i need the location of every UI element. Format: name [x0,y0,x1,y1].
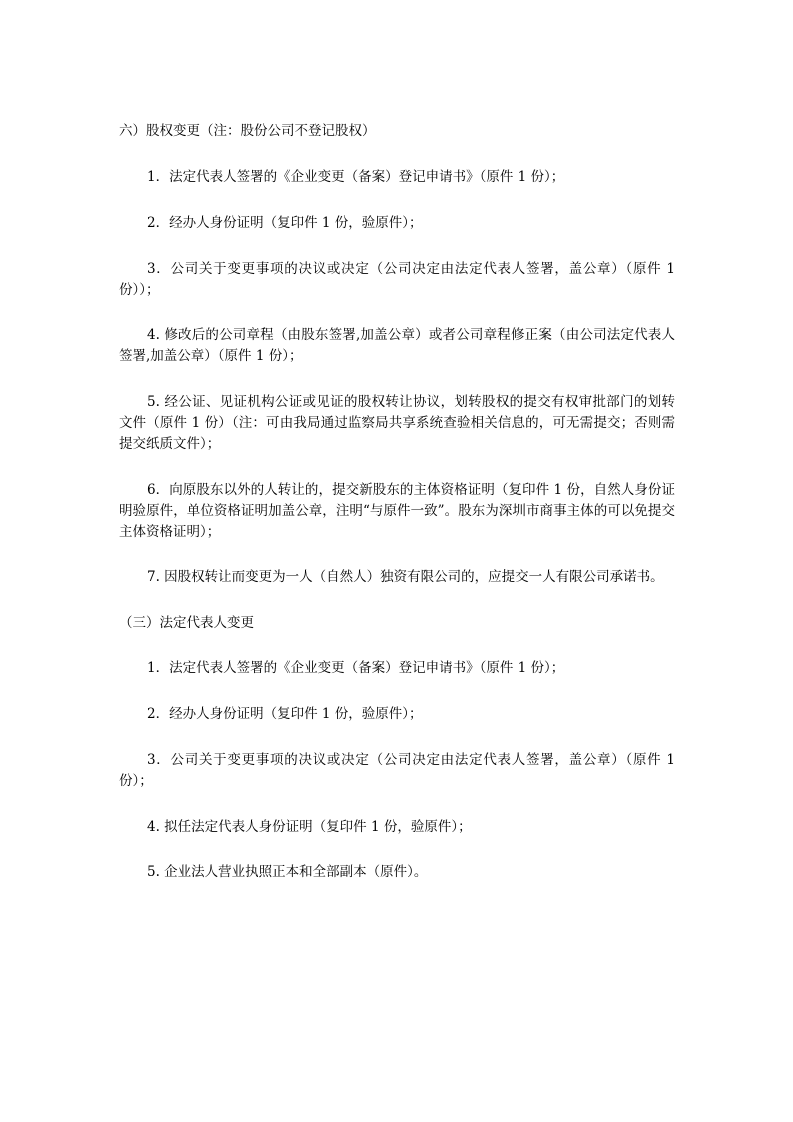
equity-item-5: 5. 经公证、见证机构公证或见证的股权转让协议，划转股权的提交有权审批部门的划转文件（原件 1 份）（注：可由我局通过监察局共享系统查验相关信息的，可无需提交；否则需提交纸质文件）； [119,394,675,452]
section-heading-equity-change: 六）股权变更（注：股份公司不登记股权） [119,123,376,139]
section-heading-legal-rep-change: （三）法定代表人变更 [119,615,254,631]
equity-item-3: 3．公司关于变更事项的决议或决定（公司决定由法定代表人签署，盖公章）（原件 1 份））； [119,261,675,298]
legal-rep-item-4: 4. 拟任法定代表人身份证明（复印件 1 份，验原件）； [147,819,472,835]
equity-item-2: 2．经办人身份证明（复印件 1 份，验原件）； [147,215,423,231]
equity-item-7: 7. 因股权转让而变更为一人（自然人）独资有限公司的，应提交一人有限公司承诺书。 [147,569,664,585]
equity-item-4: 4. 修改后的公司章程（由股东签署,加盖公章）或者公司章程修正案（由公司法定代表人签署,加盖公章）（原件 1 份）； [119,327,675,364]
legal-rep-item-5: 5. 企业法人营业执照正本和全部副本（原件）。 [147,864,428,880]
legal-rep-item-3: 3．公司关于变更事项的决议或决定（公司决定由法定代表人签署，盖公章）（原件 1 份）； [119,752,675,789]
equity-item-6: 6．向原股东以外的人转让的，提交新股东的主体资格证明（复印件 1 份，自然人身份证明验原件，单位资格证明加盖公章，注明“与原件一致”。股东为深圳市商事主体的可以免提交主体资格证明）； [119,482,675,540]
legal-rep-item-2: 2．经办人身份证明（复印件 1 份，验原件）； [147,706,423,722]
legal-rep-item-1: 1．法定代表人签署的《企业变更（备案）登记申请书》（原件 1 份）； [147,660,565,676]
equity-item-1: 1．法定代表人签署的《企业变更（备案）登记申请书》（原件 1 份）； [147,169,565,185]
